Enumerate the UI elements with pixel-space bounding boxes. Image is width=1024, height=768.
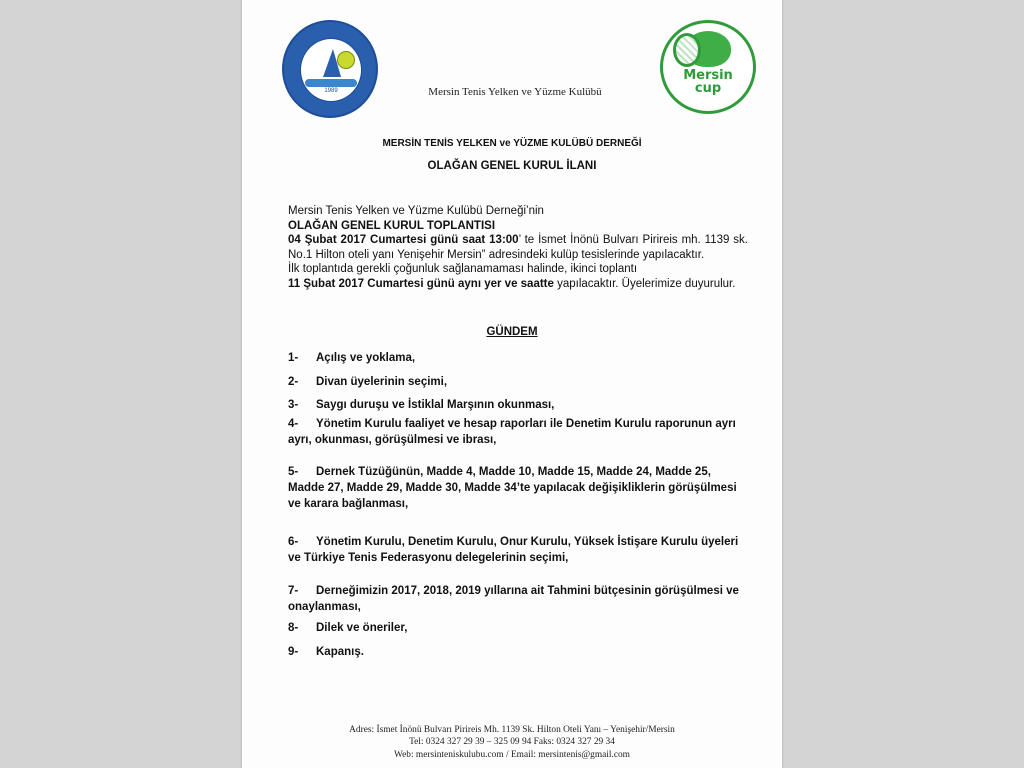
agenda-item-number: 7- (288, 585, 299, 597)
agenda-item (288, 620, 748, 636)
meeting-label: OLAĞAN GENEL KURUL TOPLANTISI (288, 219, 496, 232)
agenda-item-number: 8- (288, 622, 299, 634)
tennis-ball-icon (337, 51, 355, 69)
footer-phone: Tel: 0324 327 29 39 – 325 09 94 Faks: 0324 327 29 34 (409, 737, 615, 748)
document-page (242, 0, 782, 768)
club-logo-year: 1989 (324, 88, 338, 94)
first-meeting-details (288, 233, 748, 262)
agenda-item-text: Kapanış. (316, 646, 364, 658)
agenda-item (288, 350, 748, 366)
agenda-item-text: Yönetim Kurulu, Denetim Kurulu, Onur Kurulu, Yüksek İstişare Kurulu üyeleri ve Türkiye Tenis Federasyonu delegelerinin seçimi, (288, 536, 739, 564)
agenda-item-text: Dilek ve öneriler, (316, 622, 408, 634)
club-logo-emblem (300, 38, 362, 102)
agenda-item-text: Divan üyelerinin seçimi, (316, 376, 448, 388)
agenda-item-number: 5- (288, 466, 299, 478)
header-club-name: Mersin Tenis Yelken ve Yüzme Kulübü (428, 86, 602, 98)
agenda-item-number: 1- (288, 352, 299, 364)
intro-line-1: Mersin Tenis Yelken ve Yüzme Kulübü Derneği’nin (288, 205, 544, 217)
brand-line-1: Mersin (683, 68, 733, 83)
agenda-item (288, 464, 748, 512)
second-meeting-note: yapılacaktır. Üyelerimize duyurulur. (553, 277, 736, 290)
agenda-item-number: 2- (288, 376, 299, 388)
first-meeting-location: ’ te İsmet İnönü Bulvarı Pirireis mh. 1139 sk. No.1 Hilton oteli yanı Yenişehir Mersin” adresindeki kulüp tesislerinde yapılacaktır. (288, 234, 748, 261)
wave-icon (305, 79, 357, 87)
agenda-item-number: 4- (288, 418, 299, 430)
agenda-item (288, 644, 748, 660)
document-title: OLAĞAN GENEL KURUL İLANI (427, 160, 597, 172)
mersin-cup-logo (660, 20, 756, 114)
agenda-heading: GÜNDEM (486, 326, 538, 338)
footer-contact (242, 724, 782, 761)
agenda-item-number: 9- (288, 646, 299, 658)
second-meeting-details (288, 277, 748, 292)
agenda-item-number: 3- (288, 399, 299, 411)
announcement-intro (288, 204, 748, 292)
club-logo (282, 20, 378, 118)
organization-title: MERSİN TENİS YELKEN ve YÜZME KULÜBÜ DERNEĞİ (382, 138, 642, 149)
racket-icon (673, 33, 701, 67)
agenda-item-text: Dernek Tüzüğünün, Madde 4, Madde 10, Madde 15, Madde 24, Madde 25, Madde 27, Madde 29, Madde 30, Madde 34’te yapılacak değişikliklerin görüşülmesi ve karara bağlanması, (288, 466, 737, 510)
agenda-item (288, 416, 748, 448)
first-meeting-date: 04 Şubat 2017 Cumartesi günü saat 13:00 (288, 234, 519, 247)
agenda-item-text: Yönetim Kurulu faaliyet ve hesap raporları ile Denetim Kurulu raporunun ayrı ayrı, okunması, görüşülmesi ve ibrası, (288, 418, 736, 446)
agenda-item-text: Saygı duruşu ve İstiklal Marşının okunması, (316, 399, 555, 411)
second-meeting-date: 11 Şubat 2017 Cumartesi günü aynı yer ve saatte (288, 277, 554, 290)
agenda-item (288, 534, 748, 566)
agenda-item-text: Açılış ve yoklama, (316, 352, 416, 364)
mersin-cup-brand (663, 69, 753, 95)
footer-web: Web: mersinteniskulubu.com / Email: mersintenis@gmail.com (394, 749, 630, 760)
agenda-item (288, 374, 748, 390)
agenda-item-number: 6- (288, 536, 299, 548)
brand-line-2: cup (694, 81, 722, 96)
footer-address: Adres: İsmet İnönü Bulvarı Pirireis Mh. 1139 Sk. Hilton Oteli Yanı – Yenişehir/Mersin (349, 725, 675, 735)
agenda-item (288, 583, 748, 615)
quorum-line: İlk toplantıda gerekli çoğunluk sağlanamaması halinde, ikinci toplantı (288, 263, 638, 276)
agenda-item-text: Derneğimizin 2017, 2018, 2019 yıllarına ait Tahmini bütçesinin görüşülmesi ve onaylanması, (288, 585, 739, 613)
agenda-item (288, 397, 748, 413)
